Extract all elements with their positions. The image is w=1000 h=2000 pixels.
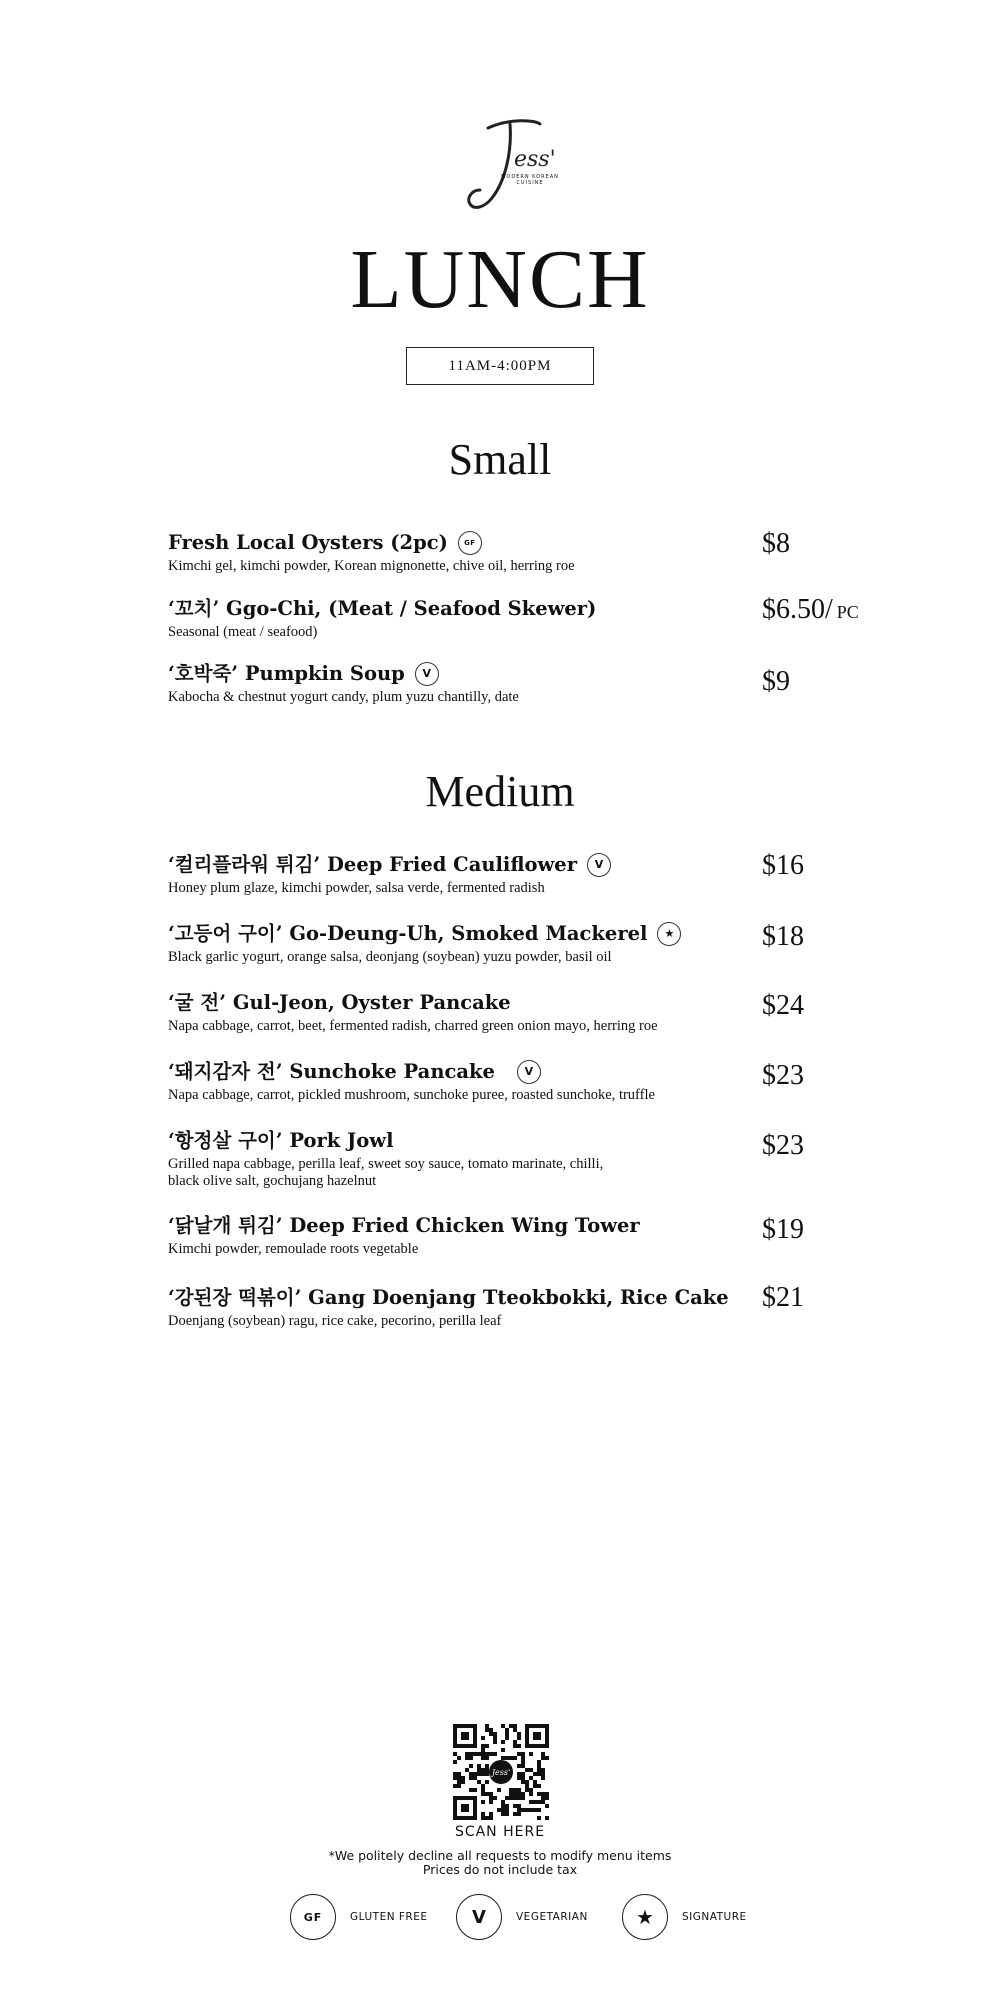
- signature-star-icon: ★: [622, 1894, 668, 1940]
- vegetarian-icon: V: [415, 662, 439, 686]
- item-name: Fresh Local Oysters (2pc): [168, 531, 448, 554]
- item-description: Doenjang (soybean) ragu, rice cake, pecorino, perilla leaf: [168, 1313, 502, 1329]
- qr-code-icon[interactable]: [453, 1724, 549, 1820]
- item-description: Napa cabbage, carrot, beet, fermented radish, charred green onion mayo, herring roe: [168, 1018, 658, 1034]
- item-price: $24: [762, 990, 804, 1021]
- logo-subtitle: MODERN KOREAN CUISINE: [501, 174, 559, 186]
- item-name: ‘꼬치’ Ggo-Chi, (Meat / Seafood Skewer): [168, 597, 597, 620]
- policy-note: *We politely decline all requests to modify menu items: [328, 1848, 672, 1863]
- svg-text:Jess': Jess': [491, 1768, 511, 1777]
- legend-signature: [622, 1894, 747, 1940]
- item-name: ‘고등어 구이’ Go-Deung-Uh, Smoked Mackerel: [168, 922, 648, 945]
- legend-vegetarian: [456, 1894, 588, 1940]
- item-name: ‘항정살 구이’ Pork Jowl: [168, 1129, 394, 1152]
- svg-text:ess': ess': [514, 147, 556, 172]
- item-description: Honey plum glaze, kimchi powder, salsa verde, fermented radish: [168, 880, 545, 896]
- item-name: ‘돼지감자 전’ Sunchoke Pancake: [168, 1060, 495, 1083]
- gluten-free-icon: GF: [290, 1894, 336, 1940]
- item-description: Grilled napa cabbage, perilla leaf, sweet soy sauce, tomato marinate, chilli, black olive salt, gochujang hazelnut: [168, 1156, 604, 1189]
- item-name: ‘닭날개 튀김’ Deep Fried Chicken Wing Tower: [168, 1214, 640, 1237]
- item-price: $16: [762, 850, 804, 881]
- section-title-small: Small: [448, 435, 552, 484]
- vegetarian-icon: V: [517, 1060, 541, 1084]
- item-description: Kimchi powder, remoulade roots vegetable: [168, 1241, 419, 1257]
- scan-label: SCAN HERE: [454, 1824, 546, 1840]
- item-name: ‘호박죽’ Pumpkin Soup: [168, 662, 405, 685]
- signature-star-icon: ★: [657, 922, 681, 946]
- item-price: $18: [762, 921, 804, 952]
- item-price: $23: [762, 1060, 804, 1091]
- gluten-free-icon: GF: [458, 531, 482, 555]
- item-price: $21: [762, 1282, 804, 1313]
- item-price: $6.50/ PC: [762, 594, 859, 625]
- item-price: $9: [762, 666, 790, 697]
- price-unit: PC: [836, 602, 859, 622]
- item-description: Napa cabbage, carrot, pickled mushroom, sunchoke puree, roasted sunchoke, truffle: [168, 1087, 655, 1103]
- legend-gluten-free: [290, 1894, 428, 1940]
- item-price: $8: [762, 528, 790, 559]
- page-title: LUNCH: [350, 233, 650, 326]
- hours-box: 11AM-4:00PM: [406, 347, 594, 385]
- item-description: Seasonal (meat / seafood): [168, 624, 318, 640]
- item-description: Kabocha & chestnut yogurt candy, plum yuzu chantilly, date: [168, 689, 519, 705]
- item-name: ‘강된장 떡볶이’ Gang Doenjang Tteokbokki, Rice Cake: [168, 1286, 729, 1309]
- vegetarian-icon: V: [587, 853, 611, 877]
- legend-label: GLUTEN FREE: [350, 1911, 428, 1923]
- legend-label: SIGNATURE: [682, 1911, 747, 1923]
- legend-label: VEGETARIAN: [516, 1911, 588, 1923]
- item-name: ‘굴 전’ Gul-Jeon, Oyster Pancake: [168, 991, 511, 1014]
- item-name: ‘컬리플라워 튀김’ Deep Fried Cauliflower: [168, 853, 577, 876]
- restaurant-logo: [440, 110, 570, 220]
- section-title-medium: Medium: [425, 767, 575, 816]
- item-price: $19: [762, 1214, 804, 1245]
- logo-script-icon: [440, 110, 570, 220]
- tax-note: Prices do not include tax: [422, 1862, 578, 1877]
- item-price: $23: [762, 1130, 804, 1161]
- item-description: Black garlic yogurt, orange salsa, deonjang (soybean) yuzu powder, basil oil: [168, 949, 612, 965]
- vegetarian-icon: V: [456, 1894, 502, 1940]
- item-description: Kimchi gel, kimchi powder, Korean mignonette, chive oil, herring roe: [168, 558, 575, 574]
